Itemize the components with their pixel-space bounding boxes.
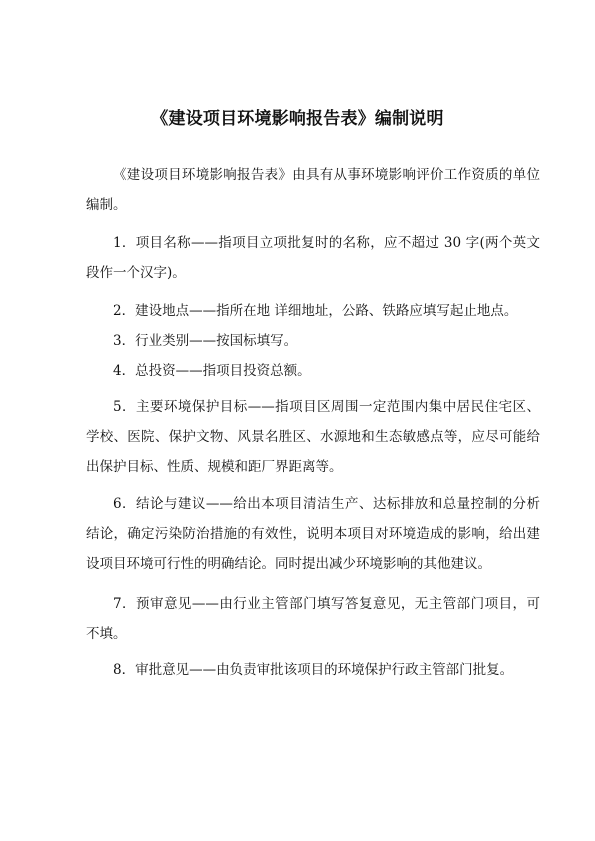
paragraph-item-5-protection-targets: 5．主要环境保护目标——指项目区周围一定范围内集中居民住宅区、学校、医院、保护文物、风景名胜区、水源地和生态敏感点等，应尽可能给出保护目标、性质、规模和距厂界距离等。 (86, 399, 540, 475)
paragraph-item-8-approval: 8．审批意见——由负责审批该项目的环境保护行政主管部门批复。 (113, 662, 514, 678)
paragraph-item-4-investment: 4．总投资——指项目投资总额。 (113, 363, 311, 379)
document-title: 《建设项目环境影响报告表》编制说明 (151, 109, 444, 129)
paragraph-item-7-pre-review: 7．预审意见——由行业主管部门填写答复意见，无主管部门项目，可不填。 (86, 596, 540, 642)
paragraph-item-2-location: 2．建设地点——指所在地 详细地址，公路、铁路应填写起止地点。 (113, 303, 518, 319)
paragraph-item-1-project-name: 1．项目名称——指项目立项批复时的名称，应不超过 30 字(两个英文段作一个汉字)。 (86, 235, 540, 281)
paragraph-intro: 《建设项目环境影响报告表》由具有从事环境影响评价工作资质的单位编制。 (86, 167, 540, 213)
paragraph-item-3-industry: 3．行业类别——按国标填写。 (113, 333, 298, 349)
paragraph-item-6-conclusions: 6．结论与建议——给出本项目清洁生产、达标排放和总量控制的分析结论，确定污染防治措施的有效性，说明本项目对环境造成的影响，给出建设项目环境可行性的明确结论。同时提出减少环境影响的其他建议。 (86, 496, 540, 572)
